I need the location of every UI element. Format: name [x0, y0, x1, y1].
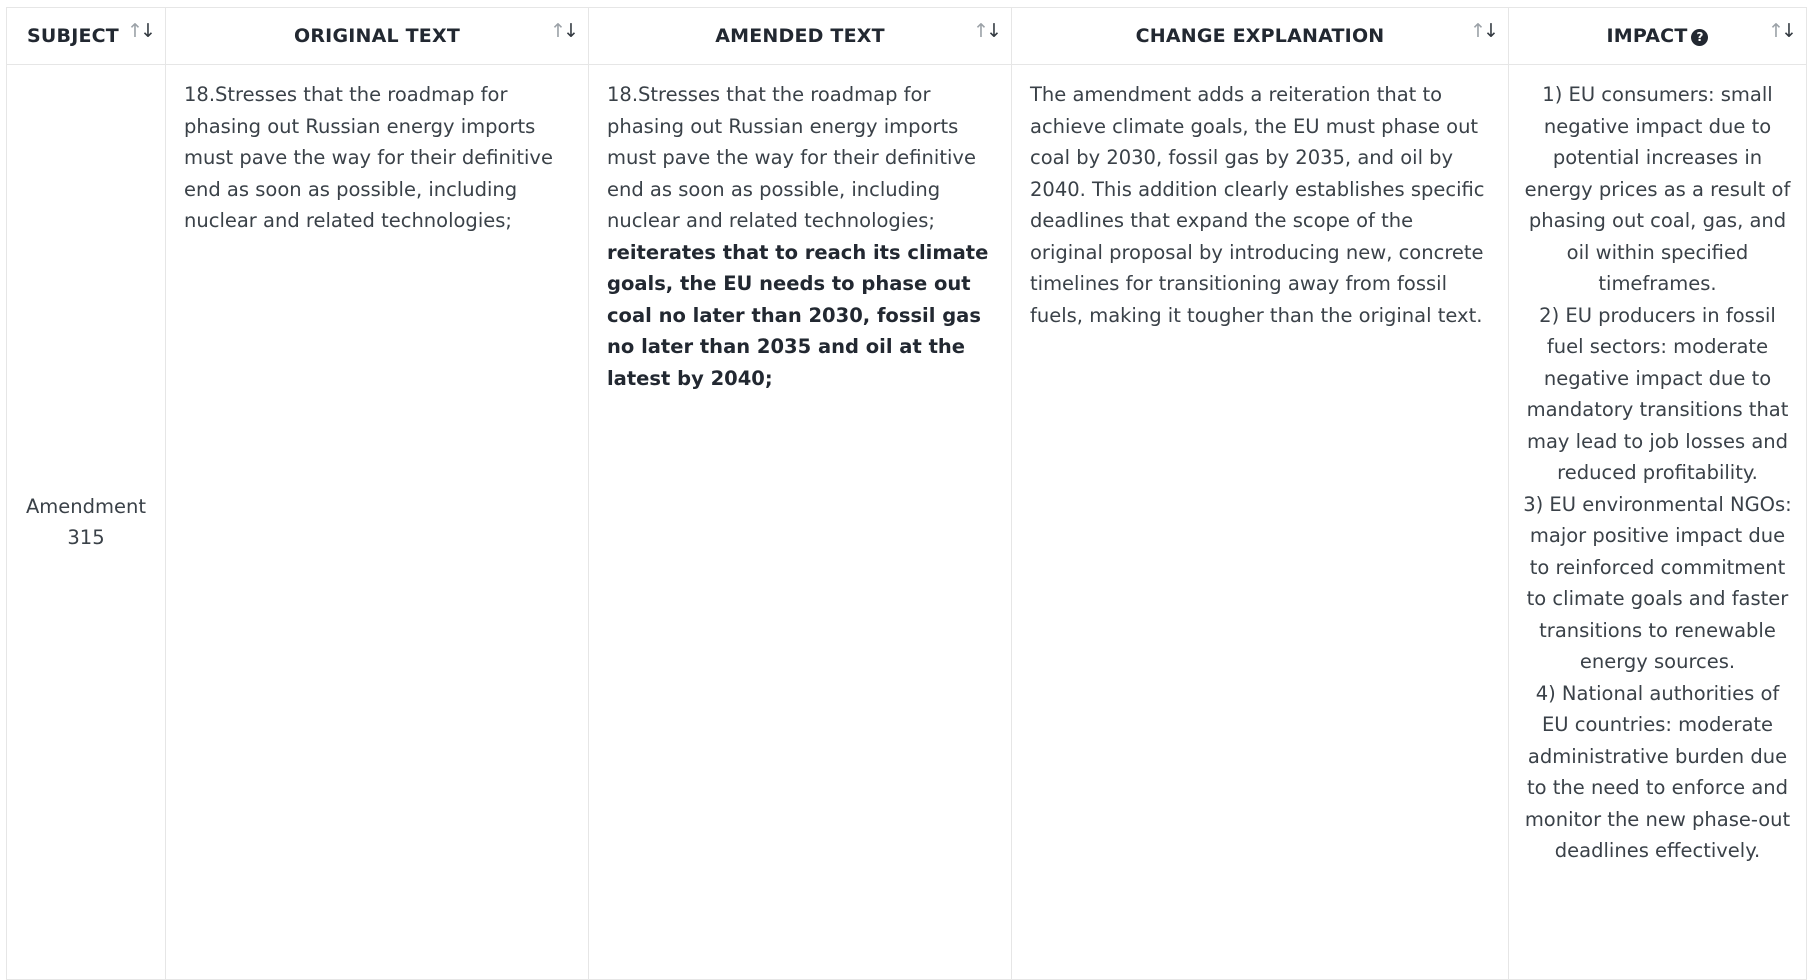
- cell-subject: [7, 65, 166, 980]
- header-row: [7, 8, 1807, 65]
- sort-arrows-icon[interactable]: ↑↓: [1768, 20, 1794, 42]
- impact-item: 3) EU environmental NGOs: major positive impact due to reinforced commitment to climate goals and faster transitions to renewable energy sources.: [1523, 492, 1792, 673]
- sort-arrows-icon[interactable]: ↑↓: [1470, 20, 1496, 42]
- amendments-table: [6, 7, 1807, 980]
- cell-amended-text: [589, 65, 1012, 980]
- column-header-change-explanation[interactable]: [1012, 8, 1509, 65]
- subject-text: Amendment 315: [25, 494, 147, 549]
- cell-original-text: [166, 65, 589, 980]
- impact-item: 1) EU consumers: small negative impact due to potential increases in energy prices as a result of phasing out coal, gas, and oil within specified timeframes.: [1524, 83, 1791, 295]
- sort-arrows-icon[interactable]: ↑↓: [127, 20, 153, 42]
- impact-item: 4) National authorities of EU countries: moderate administrative burden due to the need to enforce and monitor the new phase-out deadlines effectively.: [1524, 681, 1791, 862]
- column-header-impact[interactable]: [1509, 8, 1807, 65]
- table-header: [7, 8, 1807, 65]
- column-header-original-text[interactable]: [166, 8, 589, 65]
- impact-item: 2) EU producers in fossil fuel sectors: moderate negative impact due to mandatory transitions that may lead to job losses and reduced profitability.: [1526, 303, 1789, 484]
- column-header-label: SUBJECT: [27, 25, 119, 47]
- explanation-text: The amendment adds a reiteration that to achieve climate goals, the EU must phase out coal by 2030, fossil gas by 2035, and oil by 2040. This addition clearly establishes specific deadlines that expand the scope of the original proposal by introducing new, concrete timelines for transitioning away from fossil fuels, making it tougher than the original text.: [1030, 83, 1485, 327]
- column-header-label: CHANGE EXPLANATION: [1135, 25, 1385, 47]
- amendments-table-container: [6, 7, 1806, 980]
- amended-added-text: reiterates that to reach its climate goals, the EU needs to phase out coal no later than 2030, fossil gas no later than 2035 and oil at the latest by 2040;: [607, 240, 989, 390]
- column-header-amended-text[interactable]: [589, 8, 1012, 65]
- column-header-label: AMENDED TEXT: [715, 25, 885, 47]
- column-header-subject[interactable]: [7, 8, 166, 65]
- sort-arrows-icon[interactable]: ↑↓: [550, 20, 576, 42]
- table-row: [7, 65, 1807, 980]
- amended-base-text: 18.Stresses that the roadmap for phasing out Russian energy imports must pave the way for their definitive end as soon as possible, including nuclear and related technologies;: [607, 83, 976, 232]
- column-header-label: IMPACT: [1606, 25, 1688, 47]
- column-header-label: ORIGINAL TEXT: [294, 25, 460, 47]
- question-circle-icon[interactable]: ?: [1691, 29, 1708, 46]
- original-text: 18.Stresses that the roadmap for phasing out Russian energy imports must pave the way for their definitive end as soon as possible, including nuclear and related technologies;: [184, 83, 553, 232]
- sort-arrows-icon[interactable]: ↑↓: [973, 20, 999, 42]
- cell-change-explanation: [1012, 65, 1509, 980]
- cell-impact: [1509, 65, 1807, 980]
- table-body: [7, 65, 1807, 980]
